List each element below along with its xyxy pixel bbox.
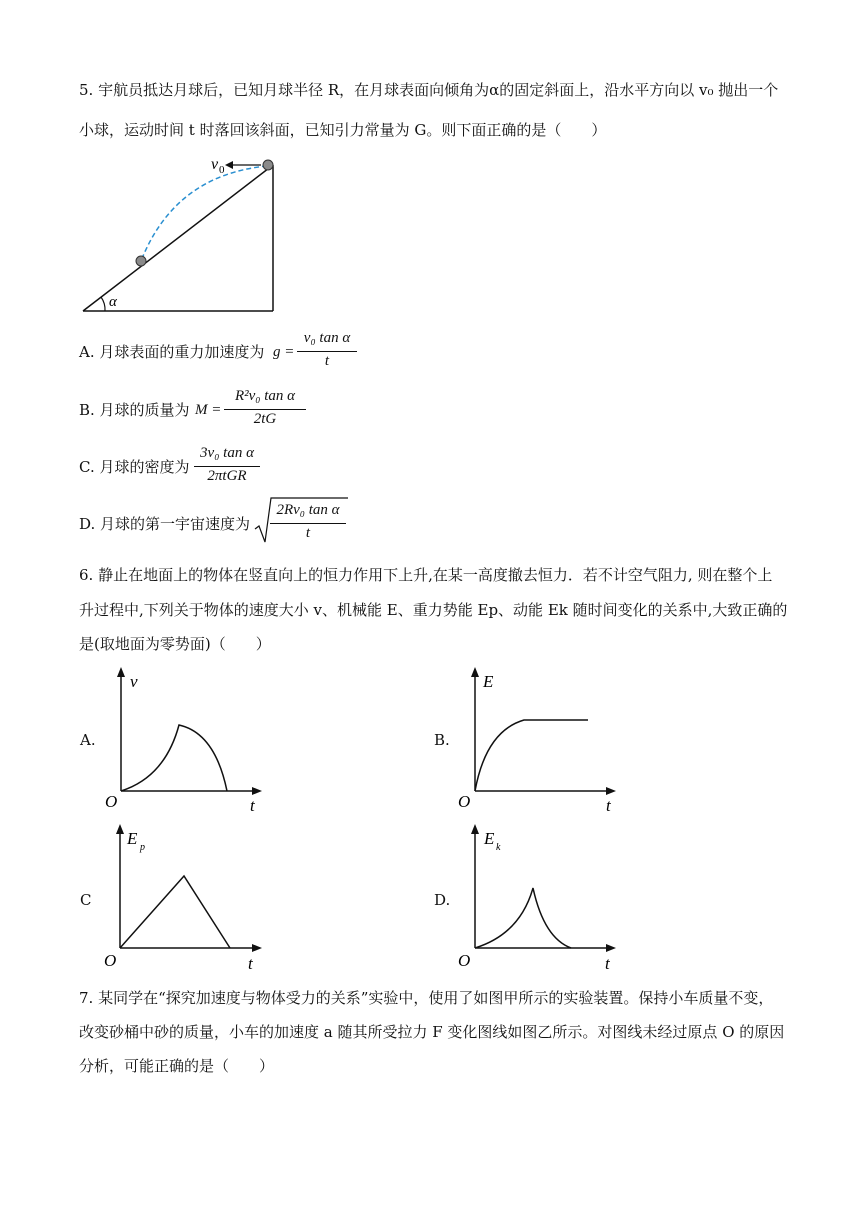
axis-label-v: v	[130, 672, 138, 691]
alpha-label: α	[109, 294, 117, 310]
fraction-numerator: R²v₀ tan α	[234, 388, 296, 404]
fraction-denominator: t	[305, 525, 311, 541]
q5-option-b-fraction	[224, 388, 306, 432]
axis-label-t: t	[606, 796, 611, 815]
q5-option-d-fraction	[270, 502, 346, 546]
ball-landing	[136, 256, 146, 266]
q6-graph-d-label: D.	[434, 891, 451, 909]
axis-label-e: E	[127, 829, 138, 848]
v0-label: v	[211, 156, 219, 173]
q5-text-line2: 小球，运动时间 t 时落回该斜面，已知引力常量为 G。则下面正确的是（ ）	[79, 121, 607, 139]
origin-label: O	[458, 951, 471, 970]
q6-text-line2: 升过程中,下列关于物体的速度大小 v、机械能 E、重力势能 Ep、动能 Ek 随时间变化的关系中,大致正确的	[79, 601, 788, 619]
q6-graph-c-label: C	[80, 891, 92, 909]
axis-label-t: t	[248, 954, 253, 972]
q5-option-a-prefix: A. 月球表面的重力加速度为	[79, 343, 265, 361]
q5-option-b-prefix: B. 月球的质量为	[79, 401, 190, 419]
q6-graph-d	[454, 822, 624, 972]
axis-label-e: E	[484, 829, 495, 848]
q6-graph-c	[100, 822, 270, 972]
axis-label-subscript-k: k	[496, 842, 501, 853]
origin-label: O	[105, 792, 118, 811]
axis-label-e: E	[483, 672, 494, 691]
q5-option-a-fraction	[297, 330, 357, 374]
trajectory-curve	[141, 166, 267, 261]
q5-option-c-fraction	[194, 445, 260, 489]
q6-text-line1: 6. 静止在地面上的物体在竖直向上的恒力作用下上升,在某一高度撤去恒力．若不计空气阻力, 则在整个上	[79, 566, 773, 584]
axis-label-t: t	[250, 796, 255, 815]
fraction-numerator: v₀ tan α	[303, 330, 351, 346]
q6-graph-b-label: B.	[434, 731, 450, 749]
fraction-numerator: 3v₀ tan α	[200, 445, 254, 461]
axis-label-subscript-p: p	[140, 842, 145, 853]
q6-graph-a	[100, 665, 270, 815]
q7-text-line2: 改变砂桶中砂的质量，小车的加速度 a 随其所受拉力 F 变化图线如图乙所示。对图线未经过原点 O 的原因	[79, 1023, 785, 1041]
q7-text-line1: 7. 某同学在“探究加速度与物体受力的关系”实验中，使用了如图甲所示的实验装置。保持小车质量不变，	[79, 989, 774, 1007]
q5-option-a-lhs: g =	[273, 344, 295, 360]
ball-top	[263, 160, 273, 170]
q5-option-b-lhs: M =	[195, 402, 222, 418]
axis-label-t: t	[605, 954, 610, 972]
q6-graph-b	[454, 665, 624, 815]
fraction-denominator: 2tG	[253, 411, 277, 427]
q5-incline-figure	[75, 145, 290, 320]
q6-graph-a-label: A.	[80, 731, 96, 749]
fraction-numerator: 2Rv₀ tan α	[276, 502, 340, 518]
q5-text-line1: 5. 宇航员抵达月球后，已知月球半径 R，在月球表面向倾角为α的固定斜面上，沿水平方向以 v₀ 抛出一个	[79, 81, 779, 99]
origin-label: O	[104, 951, 117, 970]
fraction-denominator: t	[324, 353, 330, 369]
fraction-denominator: 2πtGR	[207, 468, 247, 484]
origin-label: O	[458, 792, 471, 811]
v0-subscript: 0	[219, 164, 225, 176]
q5-option-c-prefix: C. 月球的密度为	[79, 458, 190, 476]
q5-option-d-prefix: D. 月球的第一宇宙速度为	[79, 515, 251, 533]
q7-text-line3: 分析，可能正确的是（ ）	[79, 1057, 275, 1075]
q6-text-line3: 是(取地面为零势面)（ ）	[79, 635, 271, 653]
